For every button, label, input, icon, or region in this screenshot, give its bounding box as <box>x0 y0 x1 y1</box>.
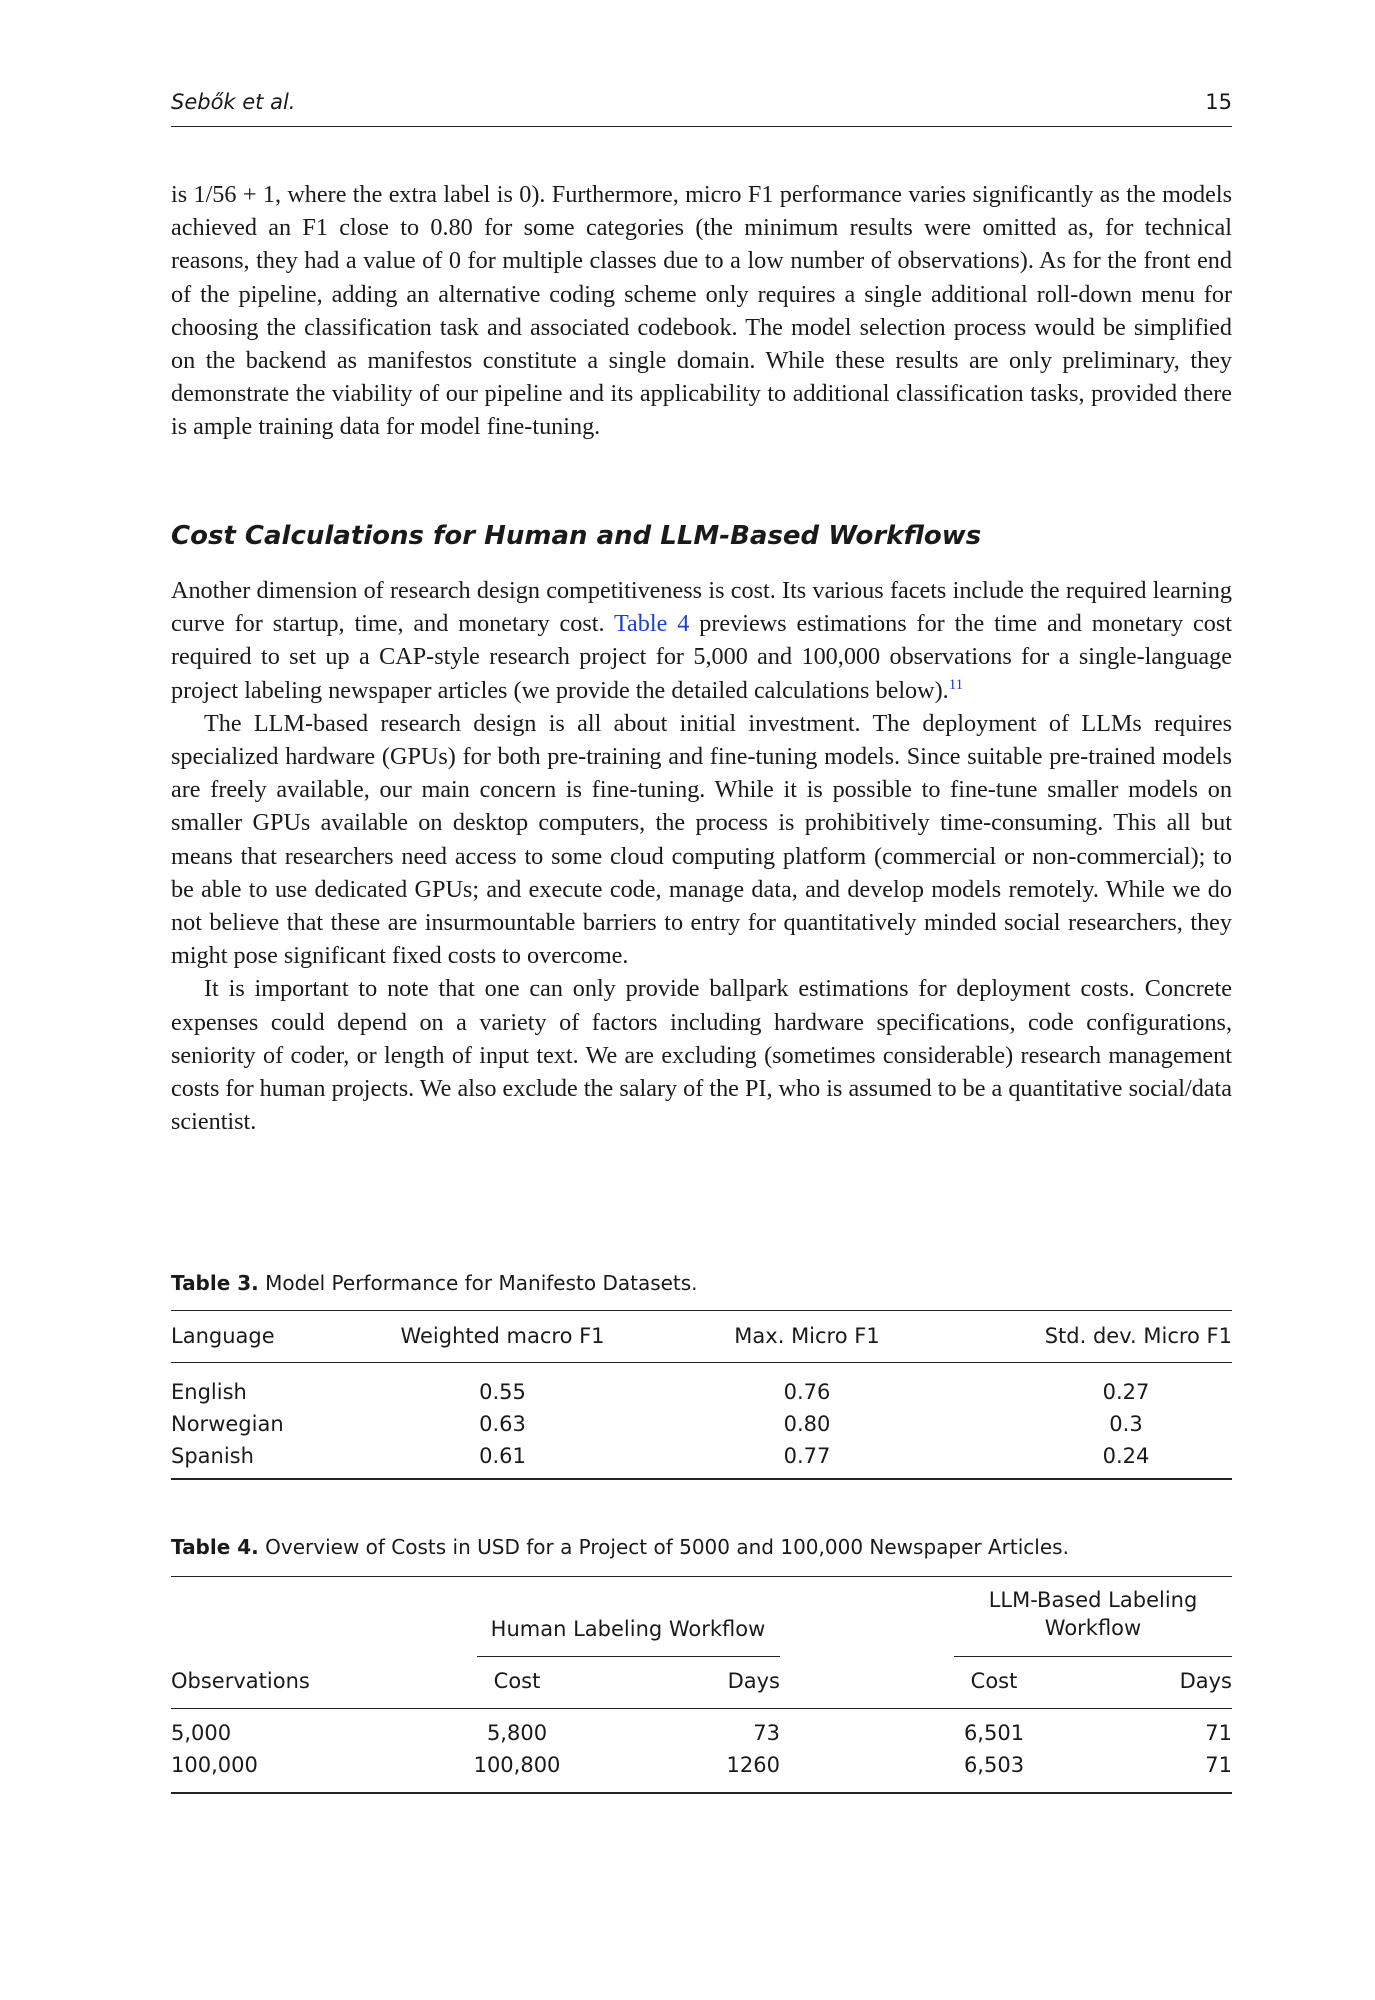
table-cell: 6,501 <box>963 1721 1025 1745</box>
table-cell: 0.27 <box>1102 1380 1150 1404</box>
table-cell: English <box>171 1380 247 1404</box>
paragraph-text: Another dimension of research design competitiveness is cost. Its various facets include the required learning curve for startup, time, and monetary cost. <box>171 577 1232 638</box>
table-4-header-rule <box>171 1708 1232 1709</box>
table-header-cell: Observations <box>171 1669 310 1693</box>
table-4-bottom-rule <box>171 1792 1232 1794</box>
table-cell: 0.24 <box>1102 1444 1150 1468</box>
table-3-bottom-rule <box>171 1478 1232 1480</box>
table-cell: 0.63 <box>479 1412 526 1436</box>
table-header-row <box>171 1310 1232 1362</box>
table-cell: 1260 <box>726 1753 780 1777</box>
table-cell: 100,000 <box>171 1753 258 1777</box>
table-cell: 71 <box>1205 1721 1232 1745</box>
table-4-caption-text: Overview of Costs in USD for a Project of 5000 and 100,000 Newspaper Articles. <box>265 1535 1069 1559</box>
table-row <box>171 1408 1232 1440</box>
table-3-caption-text: Model Performance for Manifesto Datasets. <box>265 1271 698 1295</box>
table-cell: 73 <box>753 1721 780 1745</box>
table-cell: 100,800 <box>473 1753 561 1777</box>
table-cell: 0.61 <box>479 1444 526 1468</box>
table-cell: 0.3 <box>1109 1412 1143 1436</box>
table-cell: 0.80 <box>783 1412 831 1436</box>
section-paragraph-2: The LLM-based research design is all about initial investment. The deployment of LLMs requires specialized hardware (GPUs) for both pre-training and fine-tuning models. Since suitable pre-trained models are freely available, our main concern is fine-tuning. While it is possible to fine-tune smaller models on smaller GPUs available on desktop computers, the process is prohibitively time-consuming. This all but means that researchers need access to some cloud computing platform (commercial or non-commercial); to be able to use dedicated GPUs; and execute code, manage data, and develop models remotely. While we do not believe that these are insurmountable barriers to entry for quantitatively minded social researchers, they might pose significant fixed costs to overcome. <box>171 709 1232 970</box>
paragraph-text: is 1/56 + 1, where the extra label is 0). Furthermore, micro F1 performance varies significantly as the models achieved an F1 close to 0.80 for some categories (the minimum results were omitted as, for technical reasons, they had a value of 0 for multiple classes due to a low number of observations). As for the front end of the pipeline, adding an alternative coding scheme only requires a single additional roll-down menu for choosing the classification task and associated codebook. The model selection process would be simplified on the backend as manifestos constitute a single domain. While these results are only preliminary, they demonstrate the viability of our pipeline and its applicability to additional classification tasks, provided there is ample training data for model fine-tuning. <box>171 181 1232 441</box>
table-header-cell: Days <box>727 1669 780 1693</box>
table-4-top-rule <box>171 1576 1232 1577</box>
section-body <box>171 574 1232 1138</box>
table-cell: 0.77 <box>783 1444 831 1468</box>
table-cell: 5,800 <box>486 1721 548 1745</box>
table-cell: 0.76 <box>783 1380 831 1404</box>
table-4-group-rule-human <box>477 1656 780 1657</box>
table-3 <box>171 1310 1232 1472</box>
table-4-group-llm-line2: Workflow <box>1044 1616 1142 1640</box>
table-4-link[interactable]: Table 4 <box>613 610 690 638</box>
table-header-cell: Cost <box>970 1669 1018 1693</box>
table-cell: Norwegian <box>171 1412 284 1436</box>
page-number: 15 <box>1205 90 1232 114</box>
paragraph-text: previews estimations for the time and monetary cost required to set up a CAP-style research project for 5,000 and 100,000 observations for a single-language project labeling newspaper articles (we provide the detailed calculations below). <box>171 610 1232 704</box>
table-header-cell: Max. Micro F1 <box>734 1324 880 1348</box>
table-cell: 0.55 <box>479 1380 526 1404</box>
table-3-caption <box>171 1271 698 1295</box>
table-header-cell: Cost <box>493 1669 541 1693</box>
body-paragraph-continued <box>171 178 1232 444</box>
section-paragraph-1 <box>171 574 1232 707</box>
table-header-cell: Std. dev. Micro F1 <box>1044 1324 1232 1348</box>
table-row <box>171 1440 1232 1472</box>
running-head-authors: Sebők et al. <box>171 90 296 114</box>
section-heading: Cost Calculations for Human and LLM-Based Workflows <box>171 521 982 551</box>
table-4-caption <box>171 1535 1069 1559</box>
table-4-group-llm-line1: LLM-Based Labeling <box>988 1588 1198 1612</box>
table-cell: Spanish <box>171 1444 254 1468</box>
table-4-label: Table 4. <box>171 1535 259 1559</box>
table-cell: 71 <box>1205 1753 1232 1777</box>
table-3-header-rule <box>171 1362 1232 1363</box>
table-row <box>171 1362 1232 1408</box>
section-paragraph-3: It is important to note that one can only provide ballpark estimations for deployment costs. Concrete expenses could depend on a variety of factors including hardware specifications, code configurations, seniority of coder, or length of input text. We are excluding (sometimes considerable) research management costs for human projects. We also exclude the salary of the PI, who is assumed to be a quantitative social/data scientist. <box>171 975 1232 1136</box>
table-cell: 5,000 <box>171 1721 232 1745</box>
table-header-cell: Language <box>171 1324 275 1348</box>
table-4-group-human: Human Labeling Workflow <box>490 1617 766 1641</box>
table-header-cell: Weighted macro F1 <box>400 1324 605 1348</box>
footnote-marker[interactable]: 11 <box>948 676 964 693</box>
running-head <box>171 86 1232 127</box>
table-header-cell: Days <box>1179 1669 1232 1693</box>
table-cell: 6,503 <box>963 1753 1025 1777</box>
table-4-group-rule-llm <box>954 1656 1232 1657</box>
table-3-label: Table 3. <box>171 1271 259 1295</box>
